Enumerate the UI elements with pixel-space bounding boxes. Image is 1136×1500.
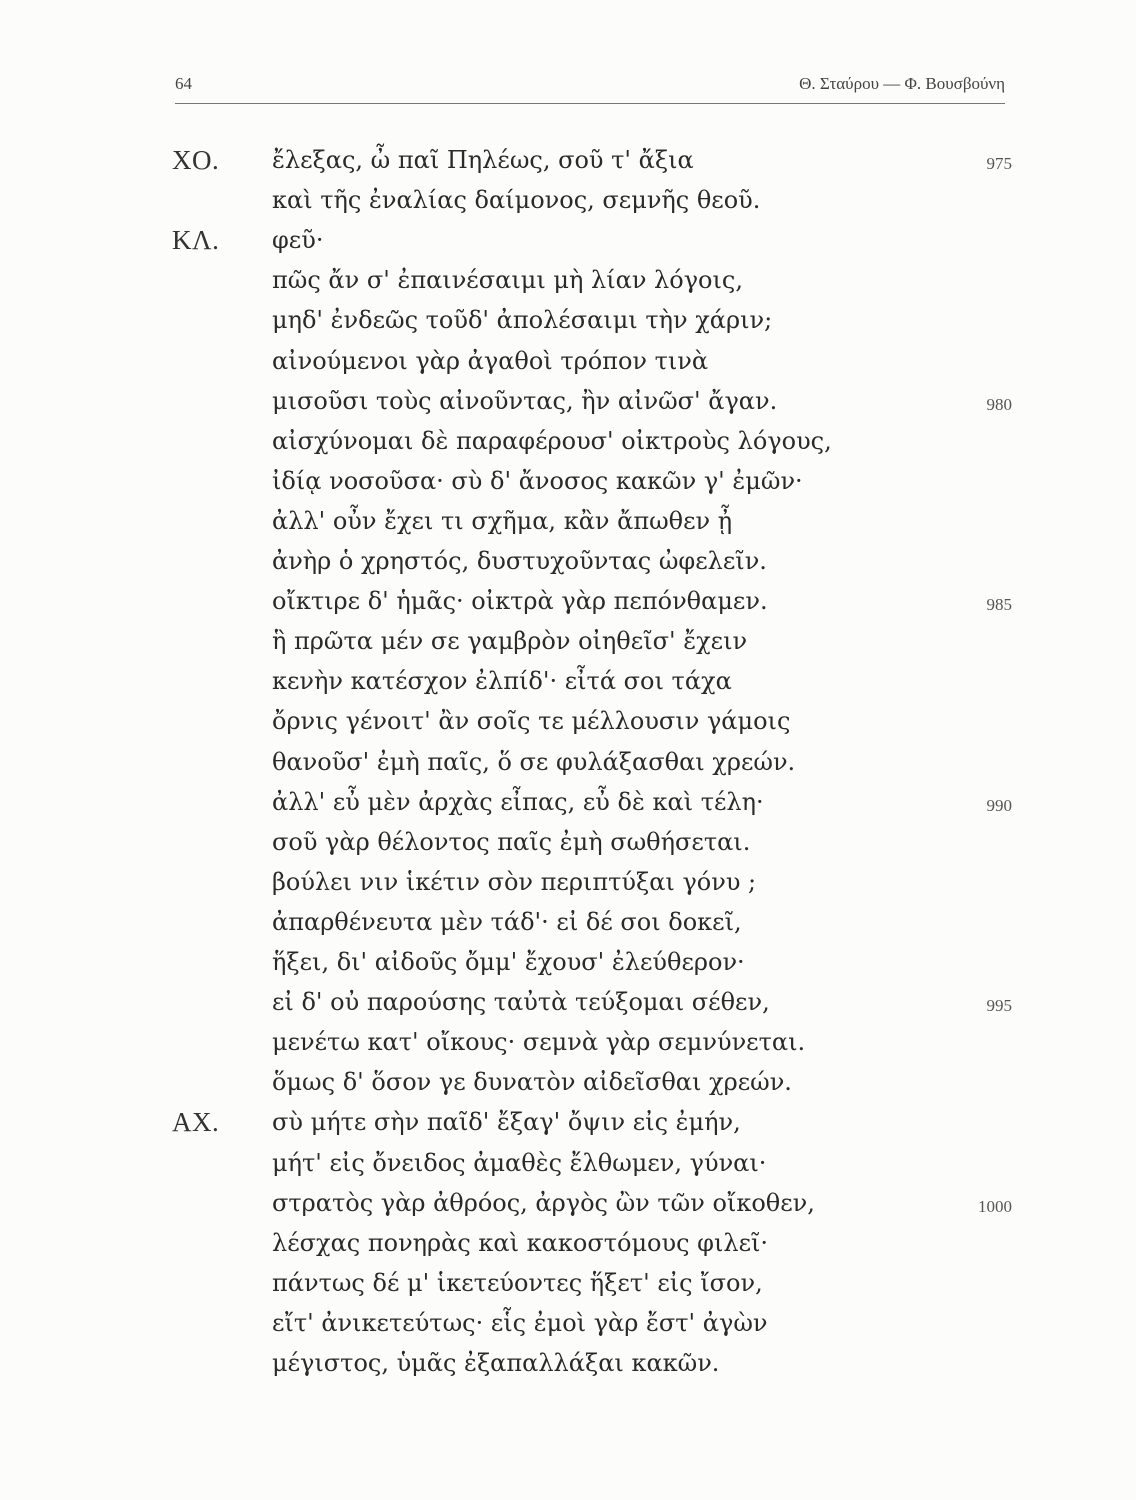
page-header [175,74,1005,102]
line-number: 995 [986,996,1012,1016]
verse-line [0,220,1136,260]
verse-text: ἔλεξας, ὦ παῖ Πηλέως, σοῦ τ' ἄξια [272,146,694,174]
verse-line [0,1143,1136,1183]
verse-text: οἴκτιρε δ' ἡμᾶς· οἰκτρὰ γὰρ πεπόνθαμεν. [272,587,768,616]
verse-line [0,381,1136,421]
speaker-label: ΚΛ. [172,225,220,256]
verse-text: αἰσχύνομαι δὲ παραφέρουσ' οἰκτροὺς λόγους, [272,426,832,455]
line-number: 985 [986,595,1012,615]
verse-text: ὅμως δ' ὅσον γε δυνατὸν αἰδεῖσθαι χρεών. [272,1068,792,1097]
verse-text: ἀλλ' οὖν ἔχει τι σχῆμα, κἂν ἄπωθεν ᾖ [272,506,733,535]
verse-line [0,1343,1136,1383]
verse-line [0,260,1136,300]
verse-line [0,300,1136,340]
verse-line [0,902,1136,942]
verse-line [0,782,1136,822]
verse-line [0,140,1136,180]
verse-text: σοῦ γὰρ θέλοντος παῖς ἐμὴ σωθήσεται. [272,827,751,856]
verse-line [0,1022,1136,1062]
verse-line [0,421,1136,461]
verse-text: εἴτ' ἀνικετεύτως· εἷς ἐμοὶ γὰρ ἔστ' ἀγὼν [272,1308,768,1337]
verse-text: καὶ τῆς ἐναλίας δαίμονος, σεμνῆς θεοῦ. [272,186,761,215]
verse-line [0,701,1136,741]
verse-line [0,942,1136,982]
verse-text: ἀλλ' εὖ μὲν ἀρχὰς εἶπας, εὖ δὲ καὶ τέλη· [272,787,764,816]
verse-line [0,621,1136,661]
verse-line [0,982,1136,1022]
verse-line [0,1223,1136,1263]
verse-line [0,1263,1136,1303]
verse-line [0,461,1136,501]
verse-line [0,1062,1136,1102]
verse-text: σὺ μήτε σὴν παῖδ' ἔξαγ' ὄψιν εἰς ἐμήν, [272,1108,741,1137]
verse-text: μηδ' ἐνδεῶς τοῦδ' ἀπολέσαιμι τὴν χάριν; [272,306,773,335]
verse-line [0,862,1136,902]
verse-text: κενὴν κατέσχον ἐλπίδ'· εἶτά σοι τάχα [272,667,732,696]
verse-text: μέγιστος, ὑμᾶς ἐξαπαλλάξαι κακῶν. [272,1349,720,1377]
verse-text: ἥξει, δι' αἰδοῦς ὄμμ' ἔχουσ' ἐλεύθερον· [272,948,745,976]
verse-line [0,1183,1136,1223]
verse-text: ἰδίᾳ νοσοῦσα· σὺ δ' ἄνοσος κακῶν γ' ἐμῶν· [272,466,803,495]
line-number: 975 [986,154,1012,173]
line-number: 990 [986,795,1012,815]
verse-line [0,1303,1136,1343]
verse-line [0,822,1136,862]
verse-line [0,661,1136,701]
speaker-label: ΧΟ. [172,145,220,175]
verse-line [0,180,1136,220]
verse-text: μενέτω κατ' οἴκους· σεμνὰ γὰρ σεμνύνεται. [272,1028,806,1057]
verse-text: φεῦ· [272,226,324,255]
verse-text: στρατὸς γὰρ ἀθρόος, ἀργὸς ὢν τῶν οἴκοθεν, [272,1188,815,1217]
verse-line [0,501,1136,541]
verse-text: μήτ' εἰς ὄνειδος ἀμαθὲς ἔλθωμεν, γύναι· [272,1148,767,1177]
verse-line [0,541,1136,581]
verse-text: μισοῦσι τοὺς αἰνοῦντας, ἢν αἰνῶσ' ἄγαν. [272,386,778,415]
verse-text: αἰνούμενοι γὰρ ἀγαθοὶ τρόπον τινὰ [272,346,709,375]
verse-text: ἀνὴρ ὁ χρηστός, δυστυχοῦντας ὠφελεῖν. [272,547,767,575]
verse-text: εἰ δ' οὐ παρούσης ταὐτὰ τεύξομαι σέθεν, [272,988,770,1017]
page-number: 64 [175,74,192,93]
verse-line [0,341,1136,381]
line-number: 1000 [978,1196,1012,1216]
verse-text: θανοῦσ' ἐμὴ παῖς, ὅ σε φυλάξασθαι χρεών. [272,747,796,776]
verse-text: ὄρνις γένοιτ' ἂν σοῖς τε μέλλουσιν γάμοις [272,707,791,736]
verse-text: πάντως δέ μ' ἱκετεύοντες ἥξετ' εἰς ἴσον, [272,1268,763,1297]
verse-line [0,581,1136,621]
verse-text: πῶς ἄν σ' ἐπαινέσαιμι μὴ λίαν λόγοις, [272,266,743,295]
verse-text: ἣ πρῶτα μέν σε γαμβρὸν οἰηθεῖσ' ἔχειν [272,627,748,656]
line-number: 980 [986,394,1012,414]
speaker-label: ΑΧ. [172,1107,220,1138]
verse-text: βούλει νιν ἱκέτιν σὸν περιπτύξαι γόνυ ; [272,867,757,896]
verse-text: λέσχας πονηρὰς καὶ κακοστόμους φιλεῖ· [272,1228,769,1257]
header-rule [175,103,1005,104]
running-head: Θ. Σταύρου — Φ. Βουσβούνη [799,74,1005,93]
verse-text: ἀπαρθένευτα μὲν τάδ'· εἰ δέ σοι δοκεῖ, [272,907,742,936]
verse-line [0,1102,1136,1142]
verse-line [0,742,1136,782]
